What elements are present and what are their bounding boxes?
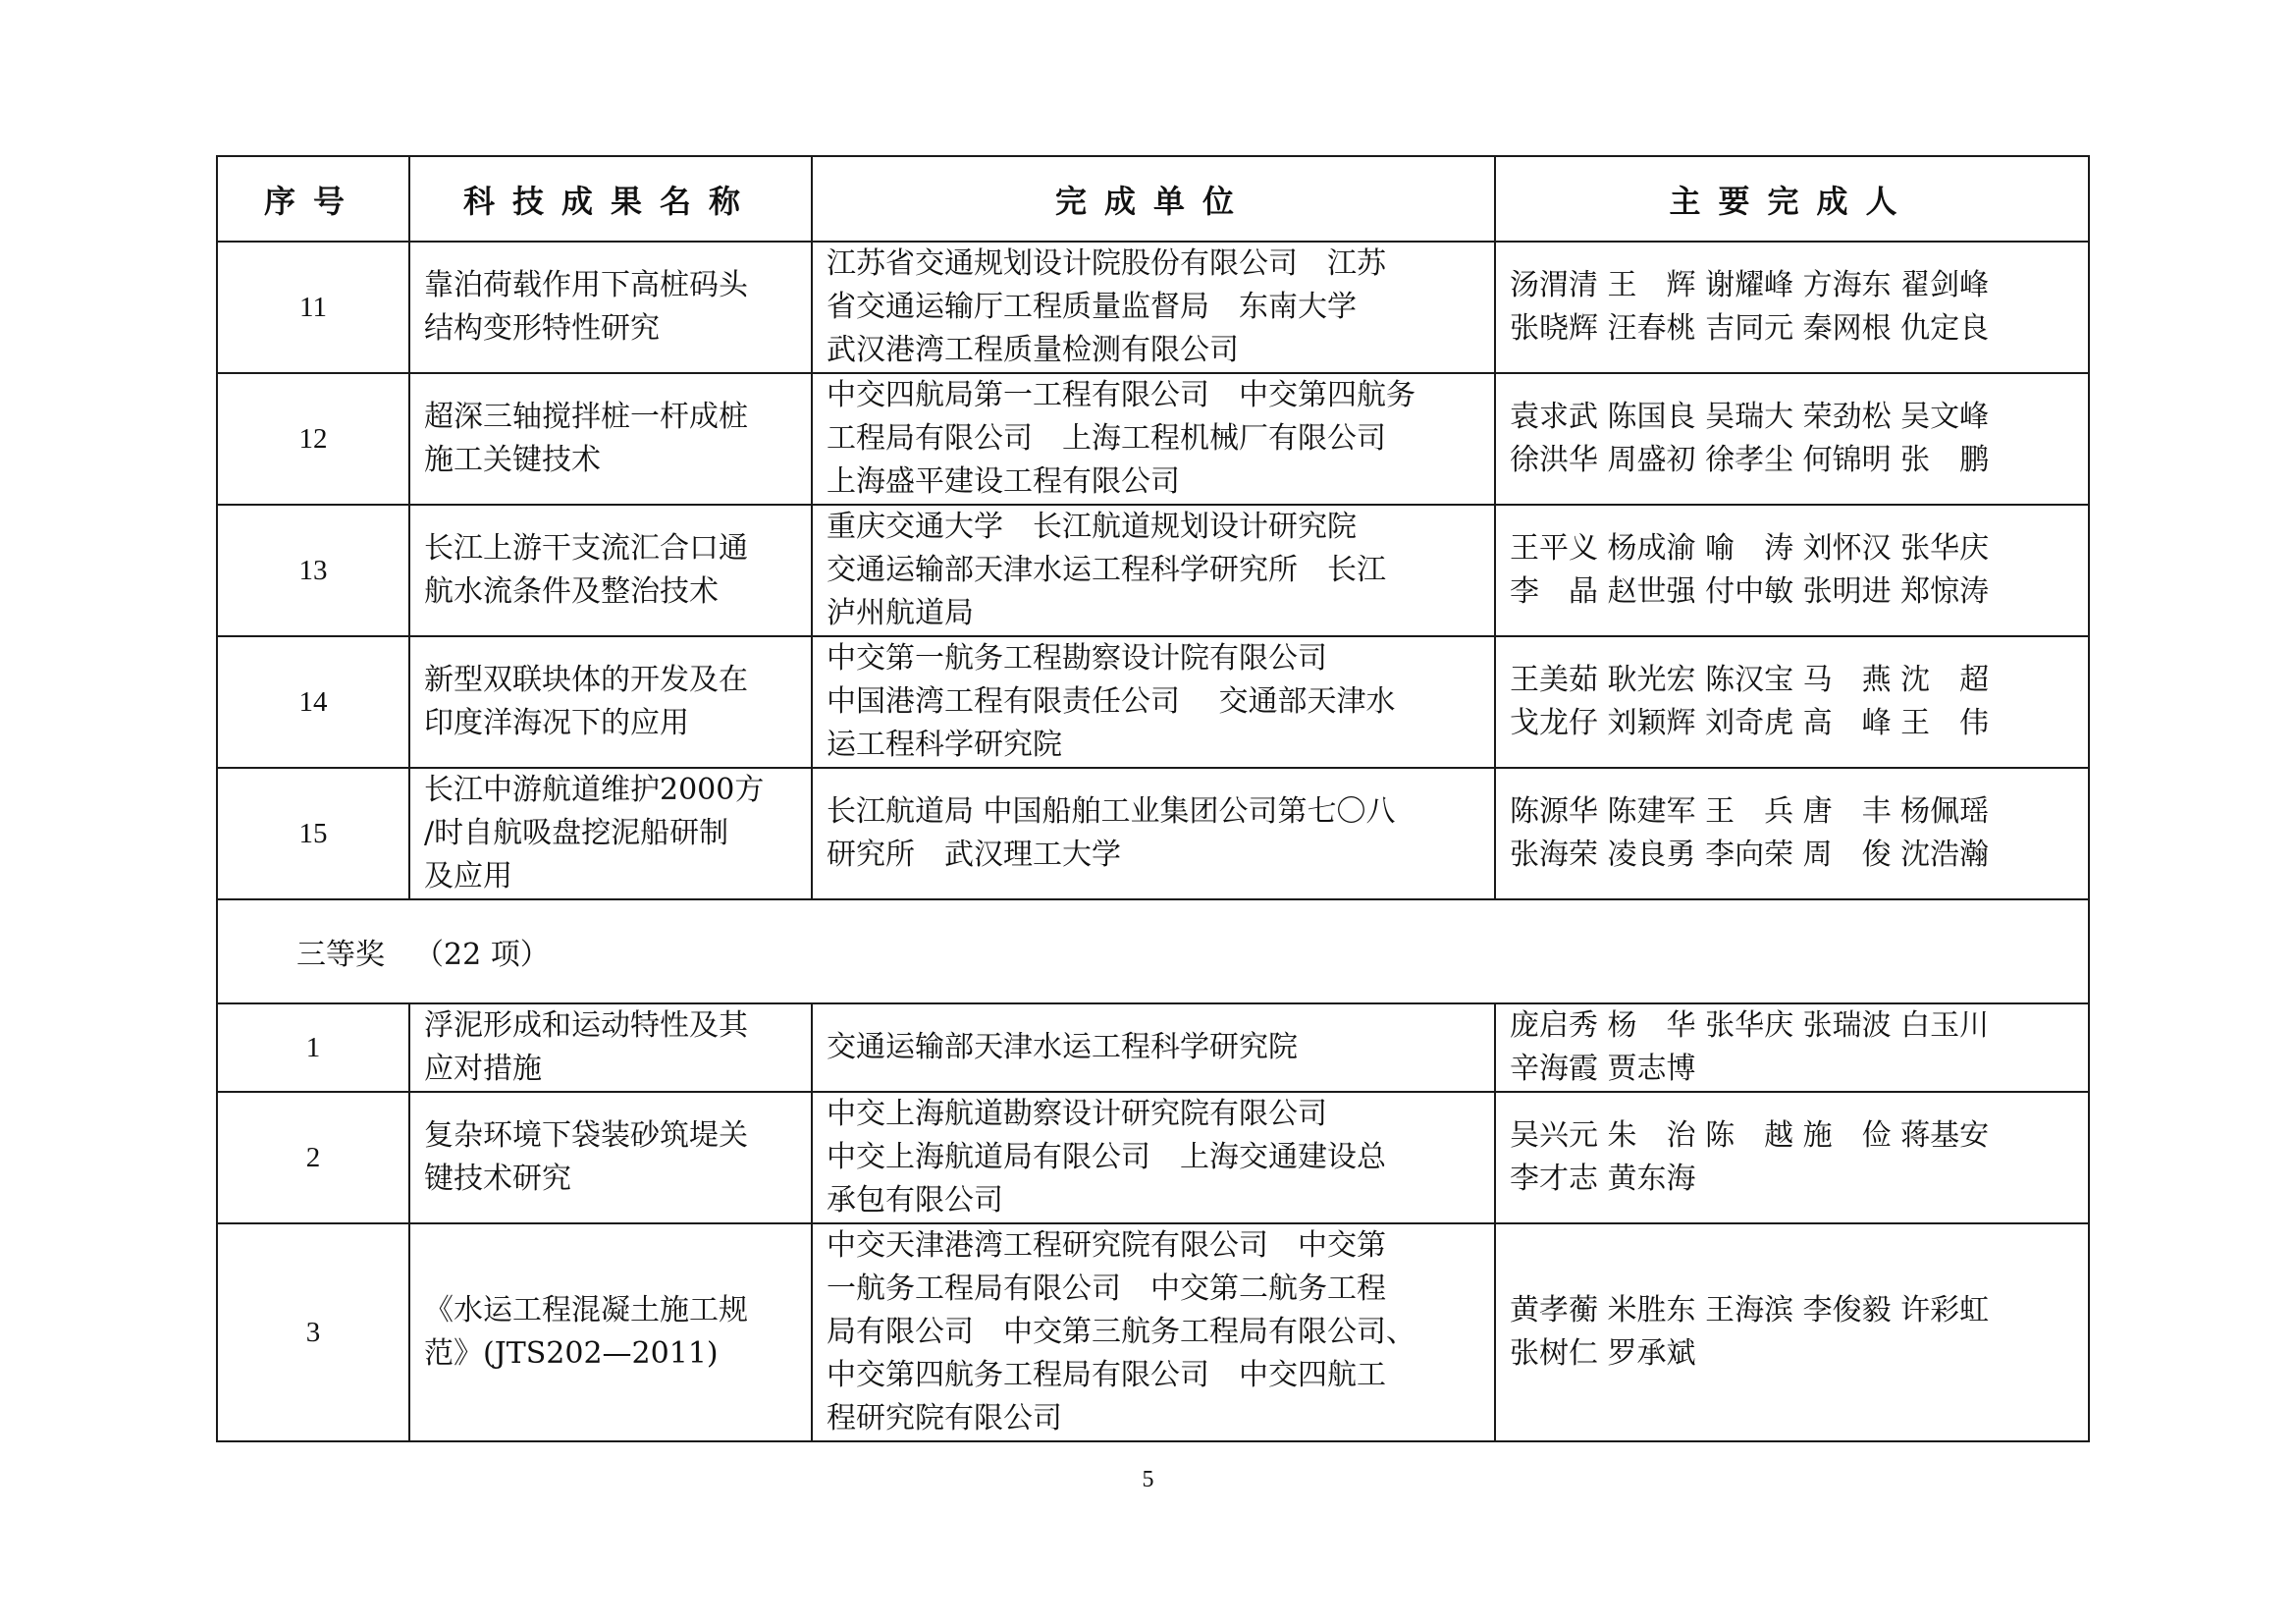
- unit-line: 一航务工程局有限公司 中交第二航务工程: [827, 1272, 1386, 1306]
- table-row: [217, 1003, 2089, 1092]
- table-row: [217, 636, 2089, 768]
- table-row: [217, 768, 2089, 899]
- main-contributors: [1495, 505, 2089, 636]
- completing-units: [812, 373, 1495, 505]
- people-line: 黄孝蘅 米胜东 王海滨 李俊毅 许彩虹: [1510, 1293, 1990, 1327]
- title-line: 超深三轴搅拌桩一杆成桩: [424, 400, 748, 434]
- header-row: [217, 156, 2089, 242]
- people-line: 徐洪华 周盛初 徐孝尘 何锦明 张 鹏: [1510, 443, 1990, 477]
- header-no: 序号: [217, 156, 409, 242]
- achievement-title: [409, 1092, 812, 1223]
- completing-units: [812, 1003, 1495, 1092]
- awards-table: [216, 155, 2090, 1442]
- table-row: [217, 1223, 2089, 1441]
- people-line: 王平义 杨成渝 喻 涛 刘怀汉 张华庆: [1510, 531, 1990, 566]
- unit-line: 承包有限公司: [827, 1183, 1003, 1218]
- unit-line: 泸州航道局: [827, 596, 974, 630]
- completing-units: [812, 505, 1495, 636]
- section-count: （22 项）: [414, 938, 550, 972]
- row-number: 1: [217, 1003, 409, 1092]
- title-line: 长江中游航道维护2000方: [424, 773, 765, 807]
- main-contributors: [1495, 636, 2089, 768]
- people-line: 戈龙仔 刘颖辉 刘奇虎 高 峰 王 伟: [1510, 706, 1990, 740]
- unit-line: 长江航道局 中国船舶工业集团公司第七〇八: [827, 794, 1396, 829]
- table-row: [217, 1092, 2089, 1223]
- row-number: 2: [217, 1092, 409, 1223]
- row-number: 11: [217, 242, 409, 373]
- unit-line: 中交上海航道勘察设计研究院有限公司: [827, 1097, 1327, 1131]
- header-unit: 完成单位: [812, 156, 1495, 242]
- people-line: 张树仁 罗承斌: [1510, 1336, 1696, 1371]
- main-contributors: [1495, 1223, 2089, 1441]
- title-line: 靠泊荷载作用下高桩码头: [424, 268, 748, 302]
- main-contributors: [1495, 242, 2089, 373]
- people-line: 庞启秀 杨 华 张华庆 张瑞波 白玉川: [1510, 1008, 1990, 1043]
- title-line: 印度洋海况下的应用: [424, 706, 689, 740]
- unit-line: 武汉港湾工程质量检测有限公司: [827, 333, 1239, 367]
- main-contributors: [1495, 1003, 2089, 1092]
- people-line: 汤渭清 王 辉 谢耀峰 方海东 翟剑峰: [1510, 268, 1990, 302]
- row-number: 3: [217, 1223, 409, 1441]
- unit-line: 局有限公司 中交第三航务工程局有限公司、: [827, 1315, 1415, 1349]
- main-contributors: [1495, 373, 2089, 505]
- people-line: 陈源华 陈建军 王 兵 唐 丰 杨佩瑶: [1510, 794, 1990, 829]
- page-number: 5: [1142, 1467, 1154, 1492]
- achievement-title: [409, 373, 812, 505]
- header-people: 主要完成人: [1495, 156, 2089, 242]
- people-line: 李才志 黄东海: [1510, 1162, 1696, 1196]
- title-line: 结构变形特性研究: [424, 311, 660, 346]
- achievement-title: [409, 1223, 812, 1441]
- title-line: 新型双联块体的开发及在: [424, 663, 748, 697]
- table-row: [217, 373, 2089, 505]
- people-line: 王美茹 耿光宏 陈汉宝 马 燕 沈 超: [1510, 663, 1990, 697]
- completing-units: [812, 636, 1495, 768]
- unit-line: 中国港湾工程有限责任公司 交通部天津水: [827, 684, 1396, 719]
- title-line: 应对措施: [424, 1052, 542, 1086]
- unit-line: 江苏省交通规划设计院股份有限公司 江苏: [827, 246, 1386, 281]
- people-line: 袁求武 陈国良 吴瑞大 荣劲松 吴文峰: [1510, 400, 1990, 434]
- title-line: 施工关键技术: [424, 443, 601, 477]
- unit-line: 研究所 武汉理工大学: [827, 838, 1121, 872]
- unit-line: 运工程科学研究院: [827, 728, 1062, 762]
- unit-line: 中交上海航道局有限公司 上海交通建设总: [827, 1140, 1386, 1174]
- row-number: 12: [217, 373, 409, 505]
- unit-line: 中交第一航务工程勘察设计院有限公司: [827, 641, 1327, 676]
- unit-line: 交通运输部天津水运工程科学研究所 长江: [827, 553, 1386, 587]
- title-line: /时自航吸盘挖泥船研制: [424, 816, 729, 850]
- achievement-title: [409, 1003, 812, 1092]
- main-contributors: [1495, 1092, 2089, 1223]
- title-line: 浮泥形成和运动特性及其: [424, 1008, 748, 1043]
- main-contributors: [1495, 768, 2089, 899]
- achievement-title: [409, 768, 812, 899]
- table-row: [217, 242, 2089, 373]
- unit-line: 重庆交通大学 长江航道规划设计研究院: [827, 510, 1357, 544]
- completing-units: [812, 1223, 1495, 1441]
- section-title: 三等奖: [296, 938, 385, 972]
- people-line: 吴兴元 朱 治 陈 越 施 俭 蒋基安: [1510, 1118, 1990, 1153]
- row-number: 13: [217, 505, 409, 636]
- completing-units: [812, 1092, 1495, 1223]
- title-line: 《水运工程混凝土施工规: [424, 1293, 748, 1327]
- achievement-title: [409, 636, 812, 768]
- unit-line: 省交通运输厅工程质量监督局 东南大学: [827, 290, 1357, 324]
- unit-line: 中交第四航务工程局有限公司 中交四航工: [827, 1358, 1386, 1392]
- unit-line: 中交四航局第一工程有限公司 中交第四航务: [827, 378, 1415, 412]
- people-line: 李 晶 赵世强 付中敏 张明进 郑惊涛: [1510, 574, 1990, 609]
- unit-line: 交通运输部天津水运工程科学研究院: [827, 1030, 1298, 1064]
- achievement-title: [409, 505, 812, 636]
- title-line: 长江上游干支流汇合口通: [424, 531, 748, 566]
- header-title: 科技成果名称: [409, 156, 812, 242]
- unit-line: 工程局有限公司 上海工程机械厂有限公司: [827, 421, 1386, 456]
- achievement-title: [409, 242, 812, 373]
- section-heading: [217, 899, 2089, 1003]
- row-number: 14: [217, 636, 409, 768]
- table-row: [217, 505, 2089, 636]
- completing-units: [812, 242, 1495, 373]
- section-row: [217, 899, 2089, 1003]
- people-line: 张晓辉 汪春桃 吉同元 秦网根 仇定良: [1510, 311, 1990, 346]
- row-number: 15: [217, 768, 409, 899]
- title-line: 航水流条件及整治技术: [424, 574, 719, 609]
- title-line: 范》(JTS202—2011): [424, 1336, 719, 1371]
- title-line: 复杂环境下袋装砂筑堤关: [424, 1118, 748, 1153]
- completing-units: [812, 768, 1495, 899]
- unit-line: 程研究院有限公司: [827, 1401, 1062, 1435]
- title-line: 键技术研究: [424, 1162, 571, 1196]
- title-line: 及应用: [424, 859, 512, 893]
- unit-line: 中交天津港湾工程研究院有限公司 中交第: [827, 1228, 1386, 1263]
- people-line: 辛海霞 贾志博: [1510, 1052, 1696, 1086]
- unit-line: 上海盛平建设工程有限公司: [827, 464, 1180, 499]
- people-line: 张海荣 凌良勇 李向荣 周 俊 沈浩瀚: [1510, 838, 1990, 872]
